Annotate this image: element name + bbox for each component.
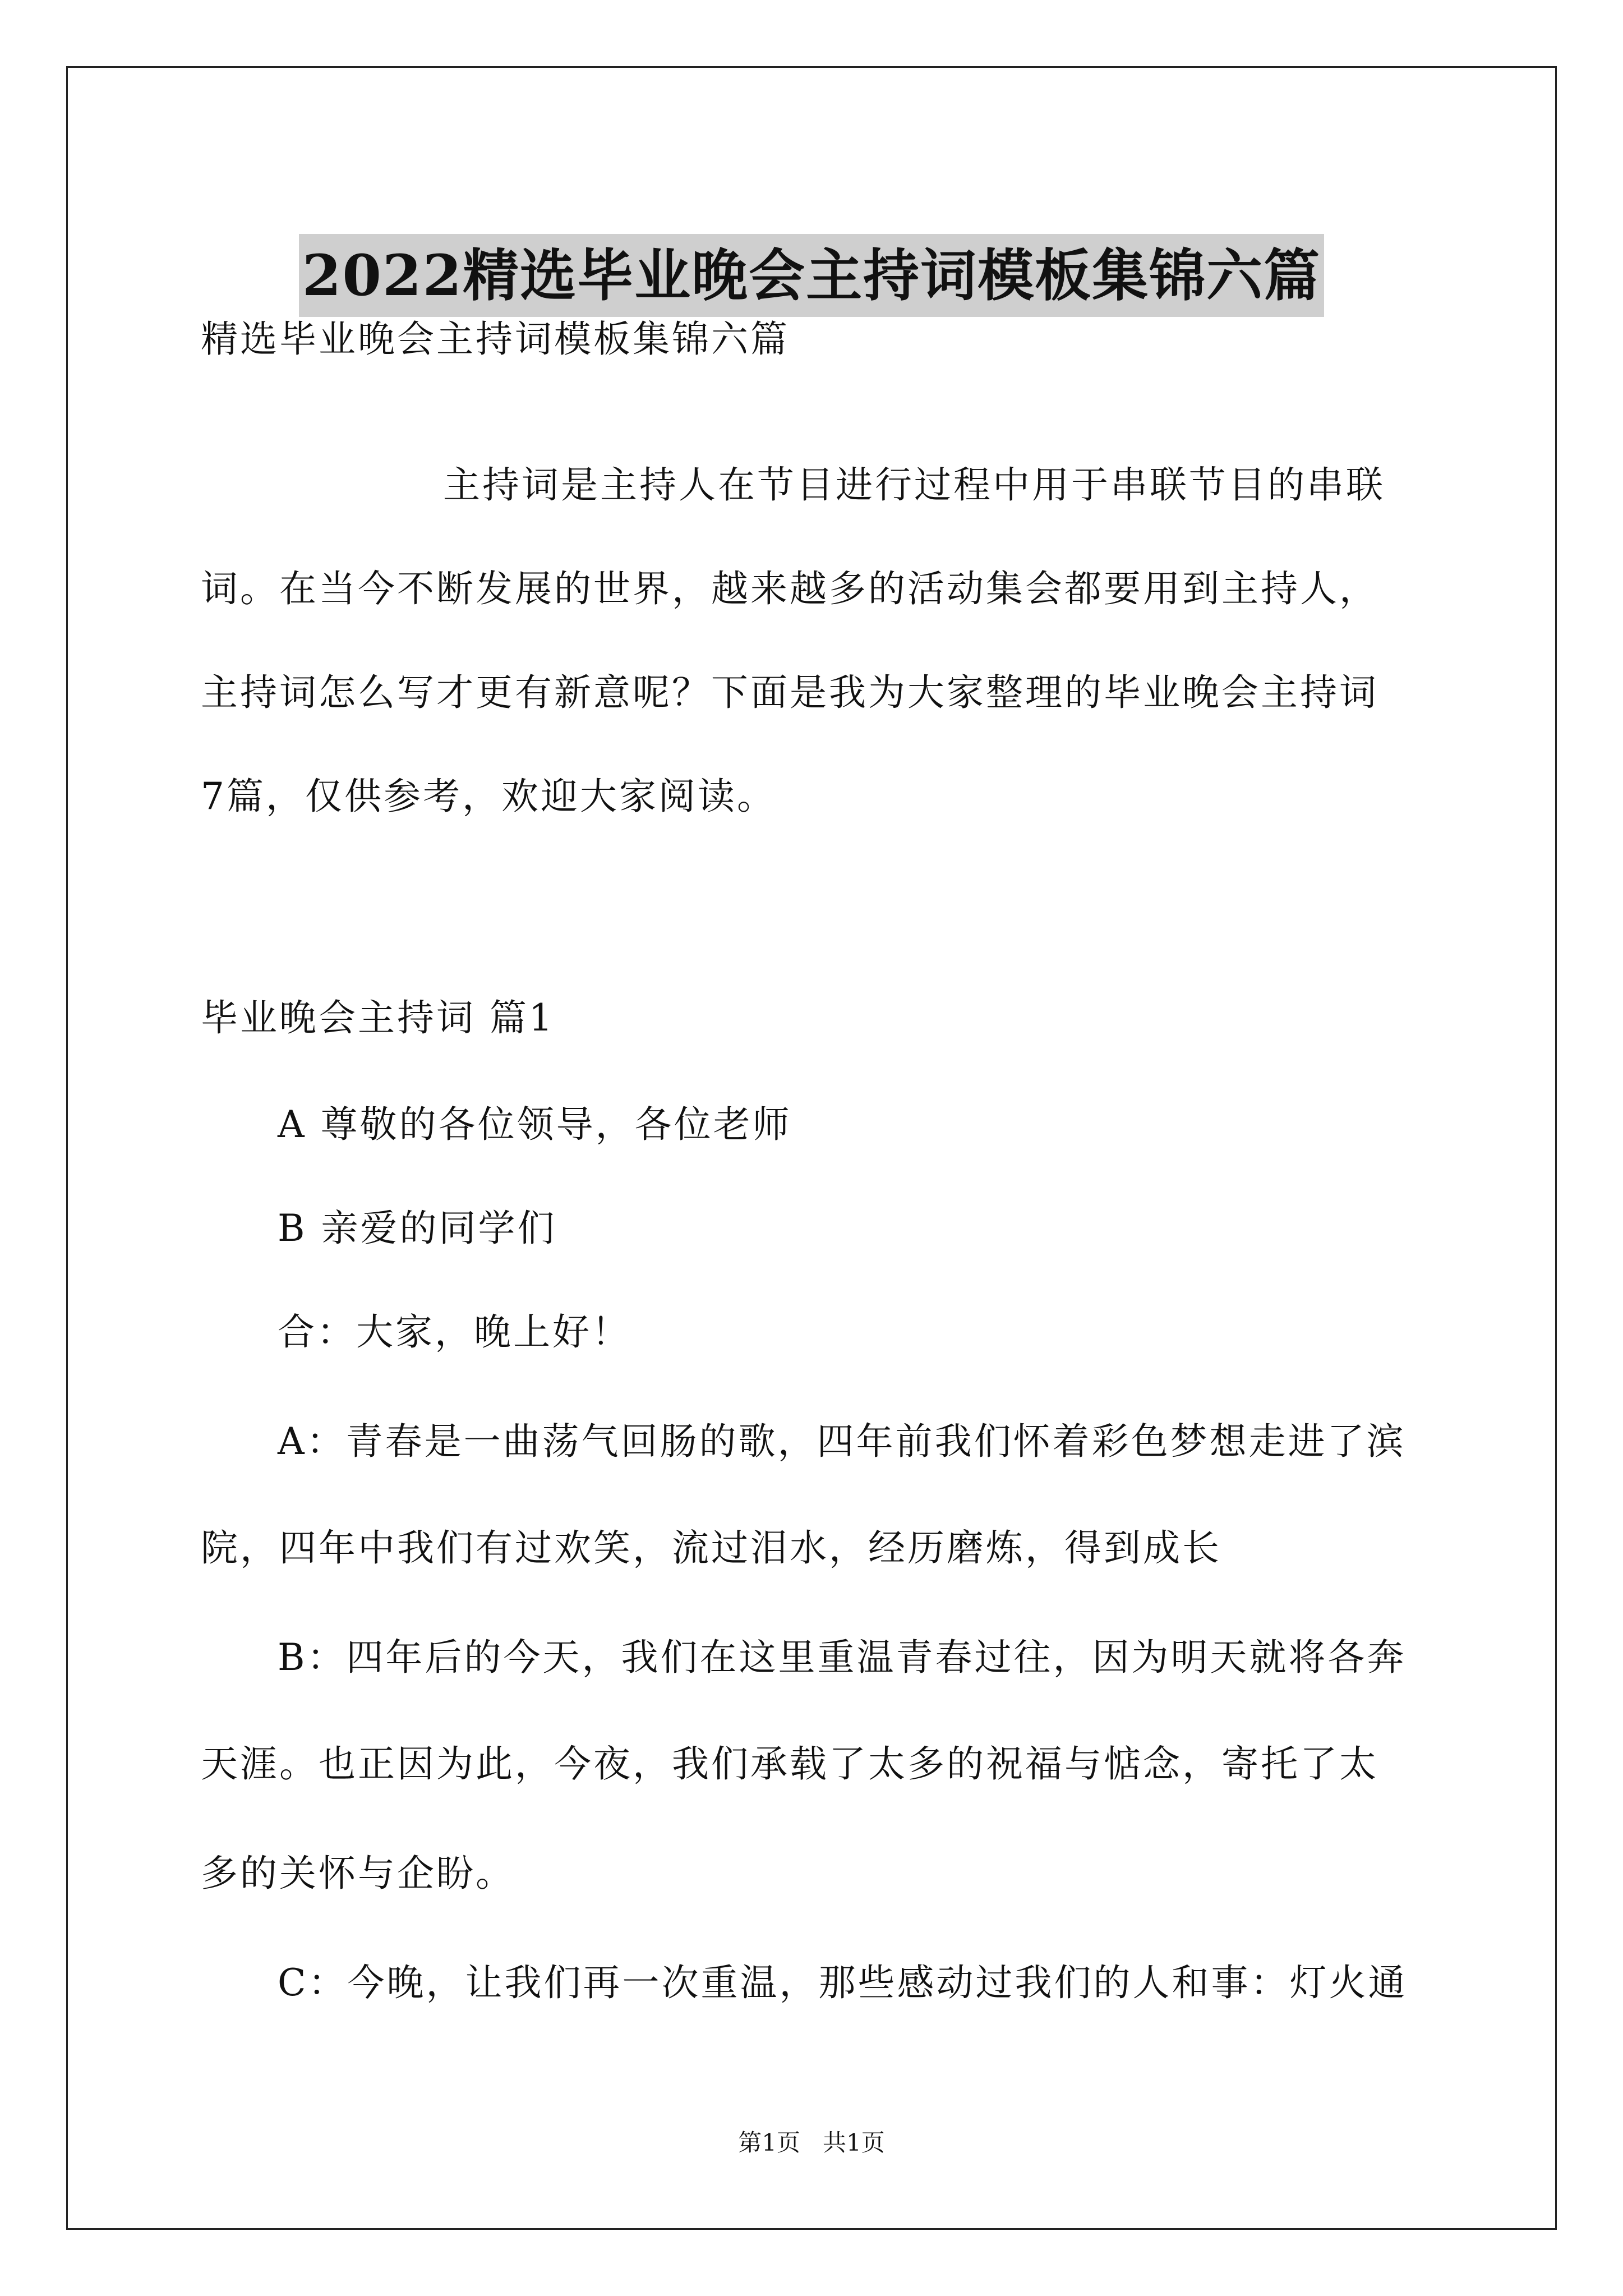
- paragraph-line: 7篇，仅供参考，欢迎大家阅读。: [201, 775, 776, 818]
- paragraph-line: 天涯。也正因为此，今夜，我们承载了太多的祝福与惦念，寄托了太: [201, 1742, 1378, 1786]
- section-heading: 毕业晚会主持词 篇1: [201, 996, 555, 1039]
- paragraph-line: C：今晚，让我们再一次重温，那些感动过我们的人和事：灯火通: [278, 1961, 1408, 2004]
- paragraph-line: 院，四年中我们有过欢笑，流过泪水，经历磨炼，得到成长: [201, 1526, 1221, 1570]
- paragraph-line: 合：大家，晚上好！: [278, 1310, 631, 1354]
- paragraph-line: 主持词怎么写才更有新意呢？下面是我为大家整理的毕业晚会主持词: [201, 671, 1378, 714]
- paragraph-line: 主持词是主持人在节目进行过程中用于串联节目的串联: [443, 463, 1385, 507]
- paragraph-line: A 尊敬的各位领导，各位老师: [278, 1103, 792, 1146]
- document-title: 2022精选毕业晚会主持词模板集锦六篇: [299, 234, 1324, 317]
- paragraph-line: B 亲爱的同学们: [278, 1207, 557, 1250]
- paragraph-line: A：青春是一曲荡气回肠的歌，四年前我们怀着彩色梦想走进了滨: [278, 1420, 1406, 1463]
- paragraph-line: 多的关怀与企盼。: [201, 1852, 515, 1895]
- page-footer: 第1页 共1页: [738, 2129, 885, 2156]
- paragraph-line: B：四年后的今天，我们在这里重温青春过往，因为明天就将各奔: [278, 1636, 1407, 1679]
- document-subtitle: 精选毕业晚会主持词模板集锦六篇: [201, 318, 790, 361]
- paragraph-line: 词。在当今不断发展的世界，越来越多的活动集会都要用到主持人，: [201, 567, 1378, 610]
